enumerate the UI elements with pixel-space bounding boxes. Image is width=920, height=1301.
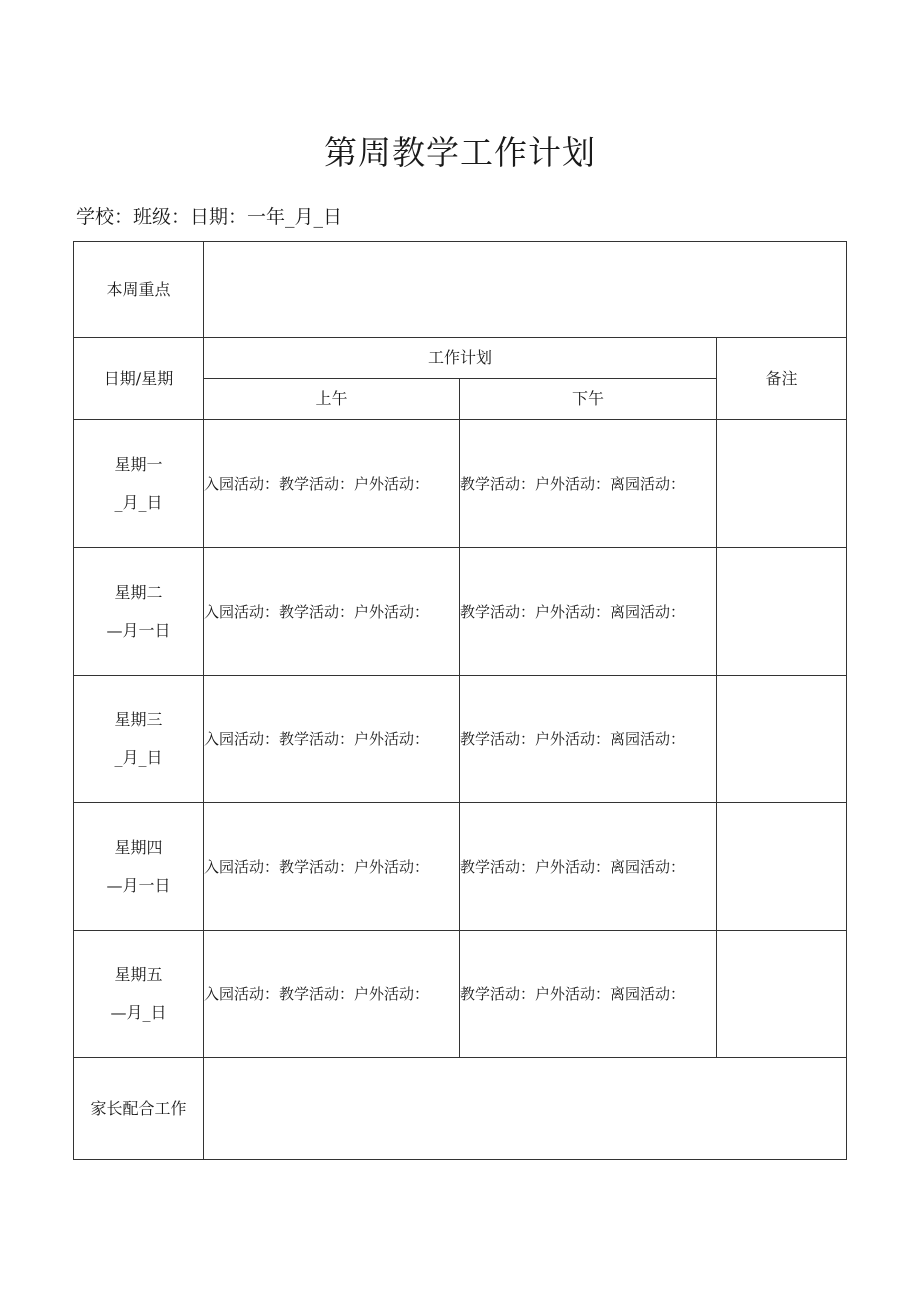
day-row-thursday [74, 803, 847, 931]
remarks-cell[interactable] [717, 676, 847, 803]
focus-row [74, 242, 847, 338]
day-row-monday [74, 420, 847, 548]
afternoon-activities: 教学活动：户外活动：离园活动： [460, 857, 686, 876]
weekly-plan-table [73, 241, 847, 1160]
afternoon-activities-cell[interactable] [460, 803, 717, 931]
remarks-header: 备注 [717, 338, 847, 420]
page-title: 第周教学工作计划 [324, 133, 596, 172]
weekday-label: 星期五 [114, 965, 163, 984]
date-week-header: 日期/星期 [74, 338, 204, 420]
afternoon-activities-cell[interactable] [460, 420, 717, 548]
remarks-cell[interactable] [717, 548, 847, 676]
day-cell [74, 931, 204, 1058]
morning-activities: 入园活动：教学活动：户外活动： [204, 602, 430, 621]
morning-activities: 入园活动：教学活动：户外活动： [204, 857, 430, 876]
morning-activities: 入园活动：教学活动：户外活动： [204, 474, 430, 493]
date-label: —月一日 [106, 875, 171, 895]
afternoon-activities: 教学活动：户外活动：离园活动： [460, 474, 686, 493]
weekday-label: 星期三 [114, 710, 163, 729]
morning-activities-cell[interactable] [204, 548, 460, 676]
parent-cooperation-label: 家长配合工作 [74, 1058, 204, 1160]
weekday-label: 星期四 [114, 837, 163, 857]
morning-activities-cell[interactable] [204, 676, 460, 803]
afternoon-activities-cell[interactable] [460, 931, 717, 1058]
date-label: _月_日 [114, 492, 163, 512]
work-plan-header: 工作计划 [204, 338, 717, 379]
day-cell [74, 548, 204, 676]
morning-activities-cell[interactable] [204, 931, 460, 1058]
afternoon-activities-cell[interactable] [460, 676, 717, 803]
afternoon-activities: 教学活动：户外活动：离园活动： [460, 602, 686, 621]
morning-activities-cell[interactable] [204, 420, 460, 548]
morning-activities: 入园活动：教学活动：户外活动： [204, 730, 430, 748]
weekday-label: 星期二 [114, 582, 163, 602]
focus-label: 本周重点 [74, 242, 204, 338]
day-cell [74, 803, 204, 931]
day-cell [74, 420, 204, 548]
afternoon-header: 下午 [460, 379, 717, 420]
date-label: _月_日 [114, 748, 163, 767]
parent-cooperation-row [74, 1058, 847, 1160]
remarks-cell[interactable] [717, 803, 847, 931]
school-class-date-line: 学校：班级：日期：一年_月_日 [76, 206, 343, 228]
morning-activities-cell[interactable] [204, 803, 460, 931]
morning-activities: 入园活动：教学活动：户外活动： [204, 985, 430, 1003]
focus-content-cell[interactable] [204, 242, 847, 338]
afternoon-activities: 教学活动：户外活动：离园活动： [460, 730, 686, 748]
afternoon-activities-cell[interactable] [460, 548, 717, 676]
remarks-cell[interactable] [717, 420, 847, 548]
morning-header: 上午 [204, 379, 460, 420]
weekday-label: 星期一 [114, 454, 163, 474]
day-cell [74, 676, 204, 803]
parent-cooperation-content-cell[interactable] [204, 1058, 847, 1160]
day-row-wednesday [74, 676, 847, 803]
remarks-cell[interactable] [717, 931, 847, 1058]
date-label: —月_日 [110, 1003, 167, 1022]
day-row-friday [74, 931, 847, 1058]
date-label: —月一日 [106, 620, 171, 640]
day-row-tuesday [74, 548, 847, 676]
header-row-1 [74, 338, 847, 379]
afternoon-activities: 教学活动：户外活动：离园活动： [460, 985, 686, 1003]
